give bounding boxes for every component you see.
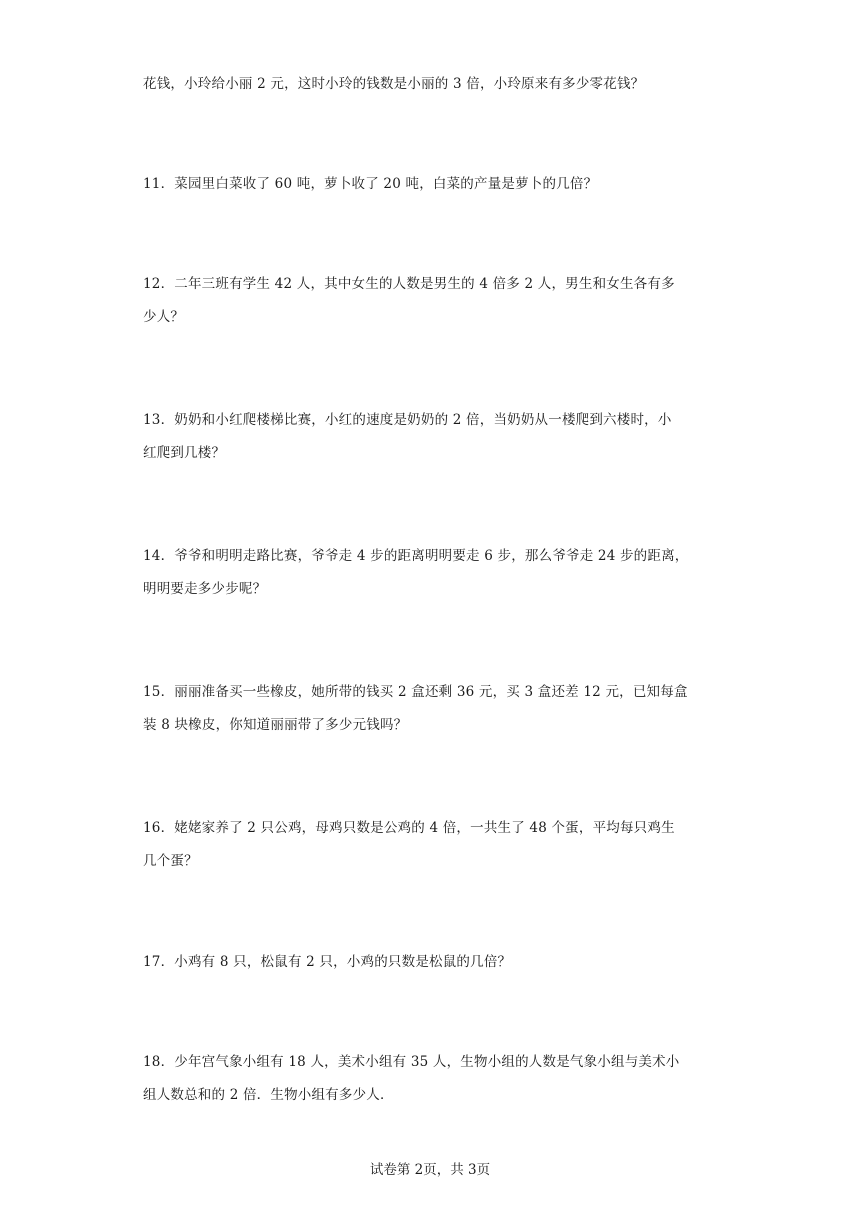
question-line: 红爬到几楼？ bbox=[143, 445, 226, 461]
question-line: 明明要走多少步呢？ bbox=[143, 581, 267, 597]
page-footer: 试卷第 2页，共 3页 bbox=[369, 1162, 491, 1178]
question-line: 少人？ bbox=[143, 309, 185, 325]
question-line: 11．菜园里白菜收了 60 吨，萝卜收了 20 吨，白菜的产量是萝卜的几倍？ bbox=[143, 176, 598, 192]
question-line: 13．奶奶和小红爬楼梯比赛，小红的速度是奶奶的 2 倍，当奶奶从一楼爬到六楼时，小 bbox=[143, 412, 672, 428]
question-line: 装 8 块橡皮，你知道丽丽带了多少元钱吗？ bbox=[143, 717, 408, 733]
question-line: 14．爷爷和明明走路比赛，爷爷走 4 步的距离明明要走 6 步，那么爷爷走 24 步的距离， bbox=[143, 548, 689, 564]
question-line: 15．丽丽准备买一些橡皮，她所带的钱买 2 盒还剩 36 元，买 3 盒还差 12 元，已知每盒 bbox=[143, 684, 688, 700]
question-line: 17．小鸡有 8 只，松鼠有 2 只，小鸡的只数是松鼠的几倍？ bbox=[143, 954, 512, 970]
question-line: 组人数总和的 2 倍．生物小组有多少人． bbox=[143, 1087, 394, 1103]
question-line: 花钱，小玲给小丽 2 元，这时小玲的钱数是小丽的 3 倍，小玲原来有多少零花钱？ bbox=[143, 76, 645, 92]
question-line: 几个蛋？ bbox=[143, 853, 198, 869]
question-line: 12．二年三班有学生 42 人，其中女生的人数是男生的 4 倍多 2 人，男生和女生各有多 bbox=[143, 276, 675, 292]
question-line: 16．姥姥家养了 2 只公鸡，母鸡只数是公鸡的 4 倍，一共生了 48 个蛋，平均每只鸡生 bbox=[143, 820, 675, 836]
question-line: 18．少年宫气象小组有 18 人，美术小组有 35 人，生物小组的人数是气象小组与美术小 bbox=[143, 1054, 680, 1070]
